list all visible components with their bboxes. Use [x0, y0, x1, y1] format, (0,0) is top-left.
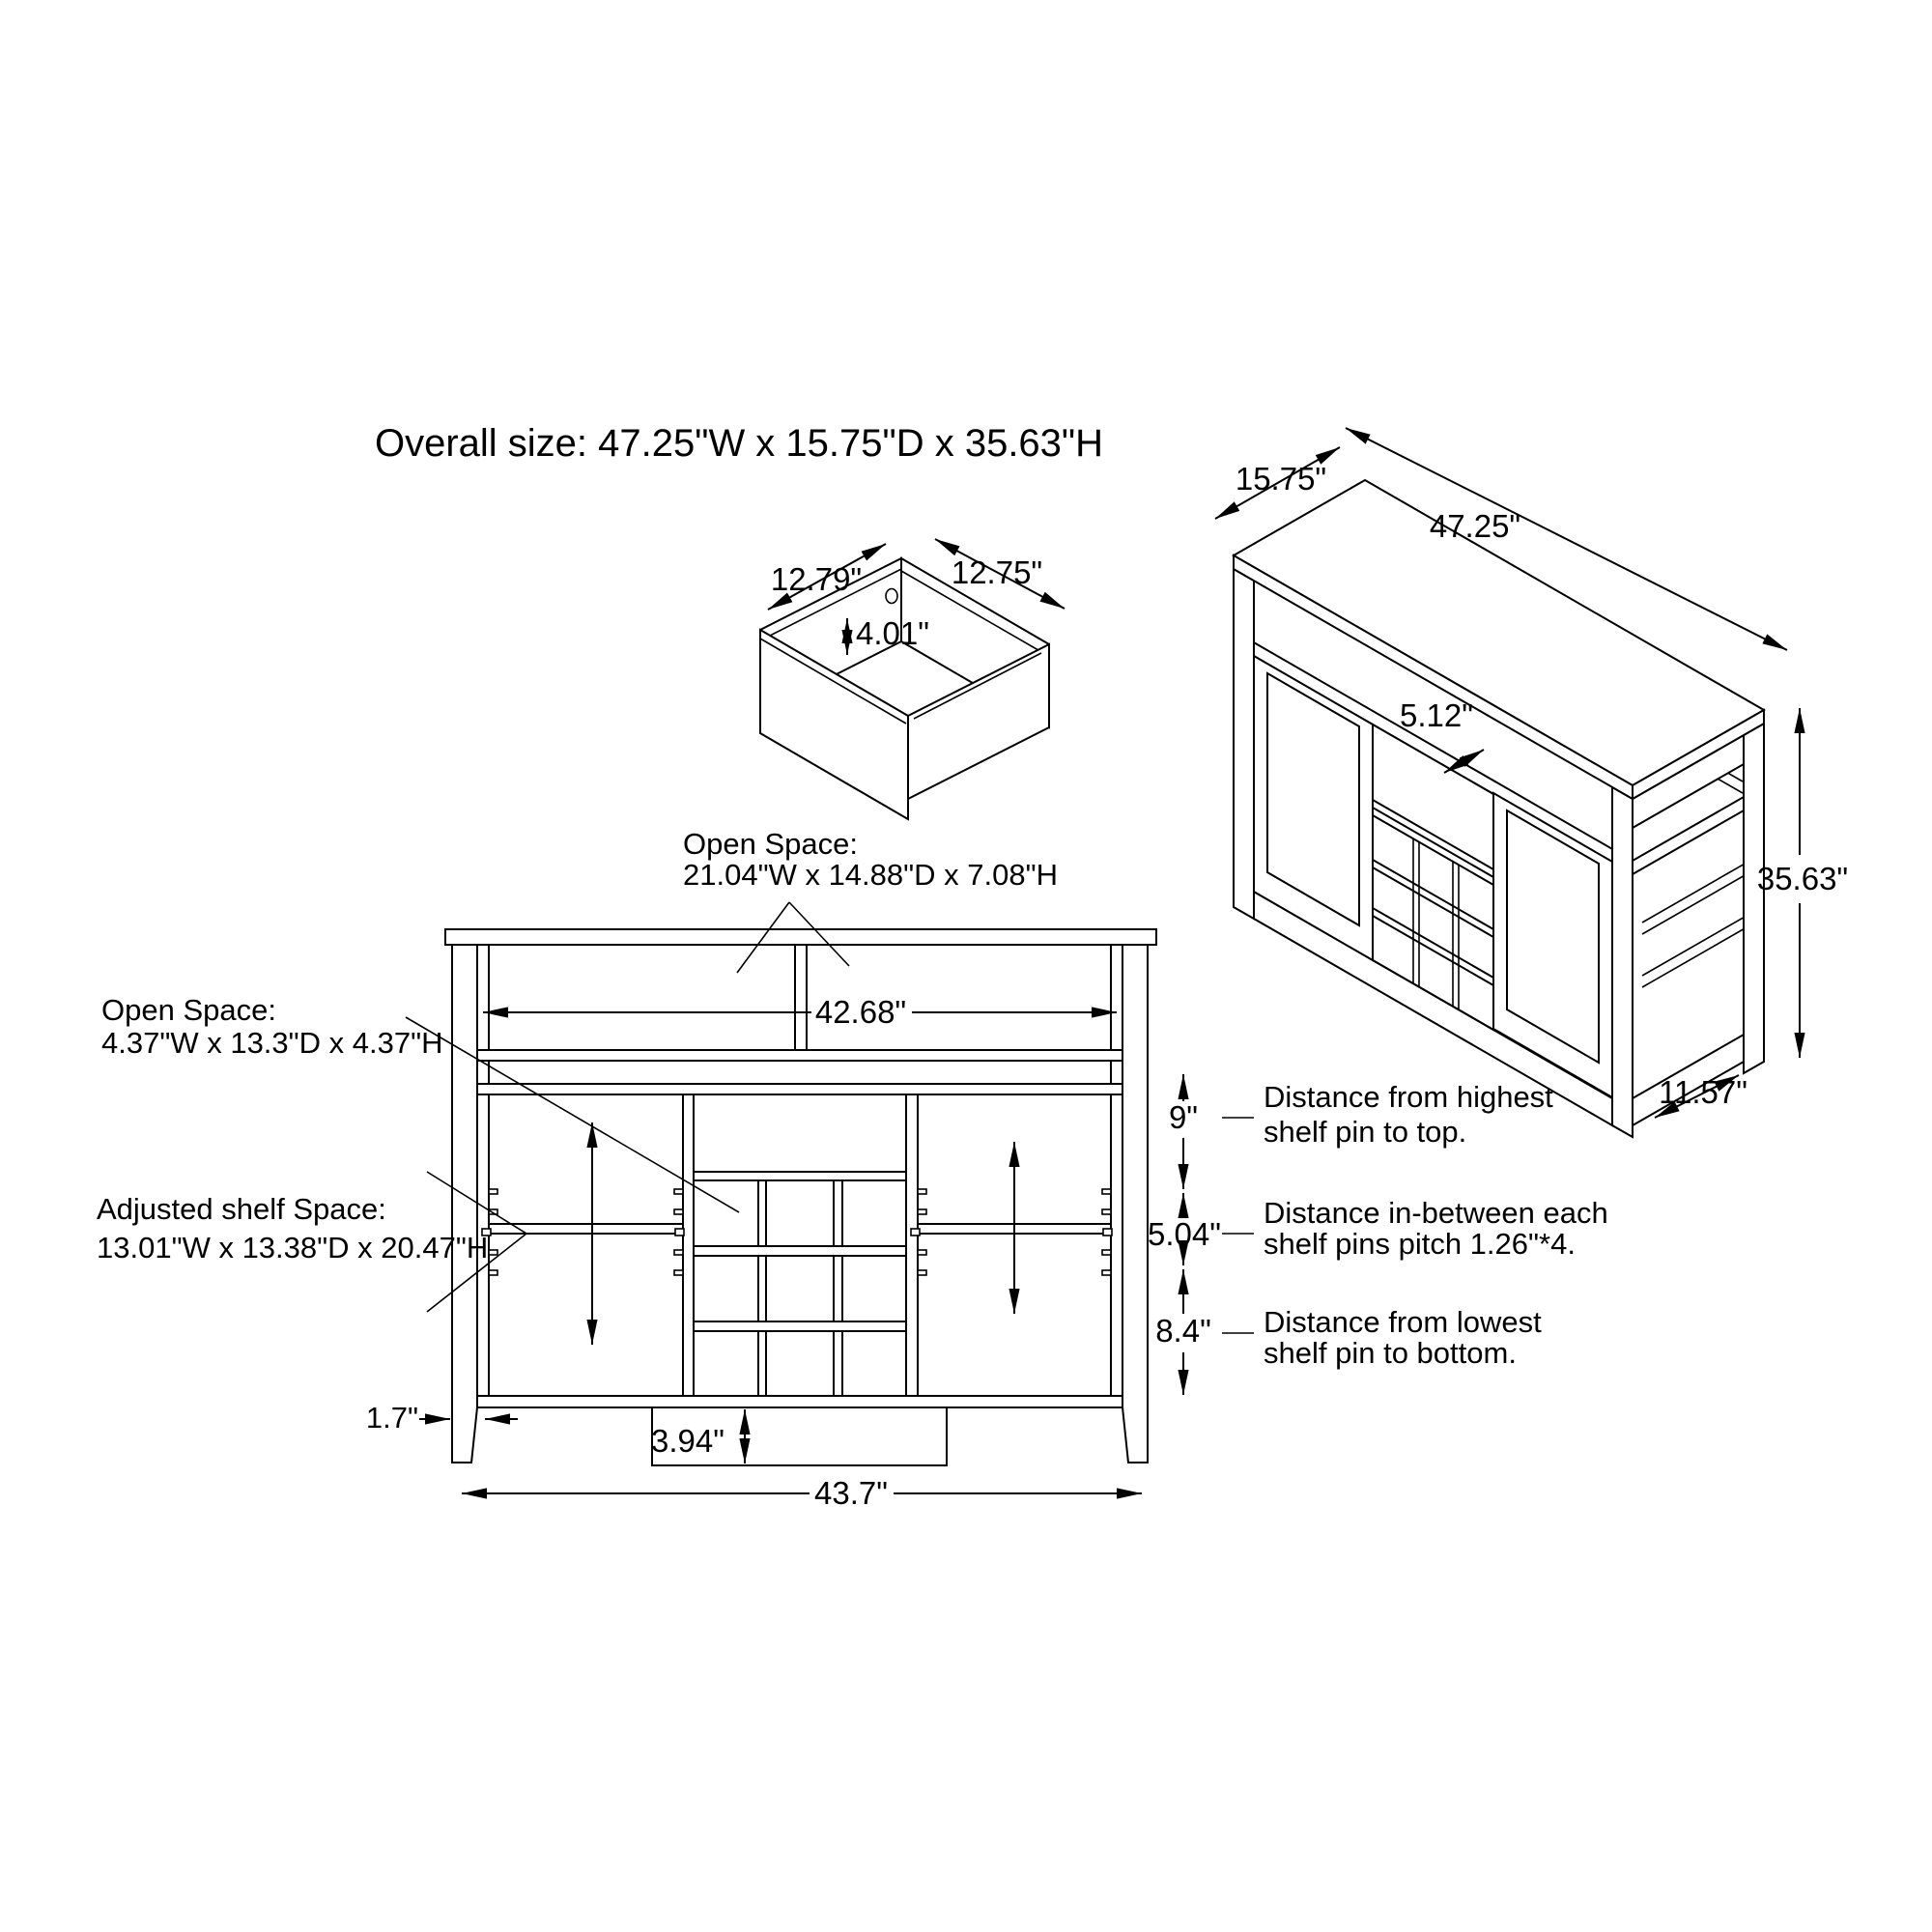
- drawer-detail-view: [760, 539, 1065, 819]
- toe-panel-height-dim: 3.94": [651, 1423, 724, 1459]
- cubby-open-space-dims: 4.37"W x 13.3"D x 4.37"H: [101, 1026, 443, 1060]
- pin-middle-dim: 5.04": [1148, 1216, 1221, 1252]
- front-inner-width-dim: 42.68": [814, 994, 907, 1030]
- overall-size-title: Overall size: 47.25"W x 15.75"D x 35.63"H: [374, 422, 1104, 465]
- pin-bottom-label-1: Distance from lowest: [1264, 1305, 1542, 1339]
- iso-depth-dim: 15.75": [1235, 461, 1327, 497]
- iso-height-dim: 35.63": [1756, 861, 1849, 896]
- iso-door-gap-dim: 5.12": [1400, 697, 1473, 733]
- pin-top-dim: 9": [1168, 1099, 1199, 1135]
- shelf-space-title: Adjusted shelf Space:: [97, 1192, 386, 1226]
- cubby-open-space-title: Open Space:: [101, 993, 276, 1027]
- drawer-depth-dim: 12.79": [770, 561, 863, 597]
- pin-bottom-label-2: shelf pin to bottom.: [1264, 1336, 1517, 1370]
- top-open-space-dims: 21.04"W x 14.88"D x 7.08"H: [683, 858, 1058, 892]
- top-open-space-title: Open Space:: [683, 827, 858, 861]
- pin-top-label-2: shelf pin to top.: [1264, 1115, 1467, 1149]
- drawer-width-dim: 12.75": [951, 554, 1043, 590]
- pin-middle-label-1: Distance in-between each: [1264, 1196, 1608, 1230]
- pin-bottom-dim: 8.4": [1155, 1313, 1211, 1349]
- shelf-pin-dimension-notes: [1148, 1074, 1608, 1395]
- iso-width-dim: 47.25": [1429, 508, 1521, 544]
- leg-thickness-dim: 1.7": [365, 1401, 418, 1435]
- pin-top-label-1: Distance from highest: [1264, 1080, 1553, 1114]
- pin-middle-label-2: shelf pins pitch 1.26"*4.: [1264, 1227, 1576, 1261]
- iso-base-depth-dim: 11.57": [1659, 1074, 1747, 1110]
- isometric-cabinet-view: [1215, 428, 1848, 1137]
- front-elevation-view: [366, 929, 1156, 1511]
- shelf-space-dims: 13.01"W x 13.38"D x 20.47"H: [97, 1231, 489, 1264]
- base-width-dim: 43.7": [814, 1475, 888, 1511]
- drawer-height-dim: 4.01": [856, 615, 929, 651]
